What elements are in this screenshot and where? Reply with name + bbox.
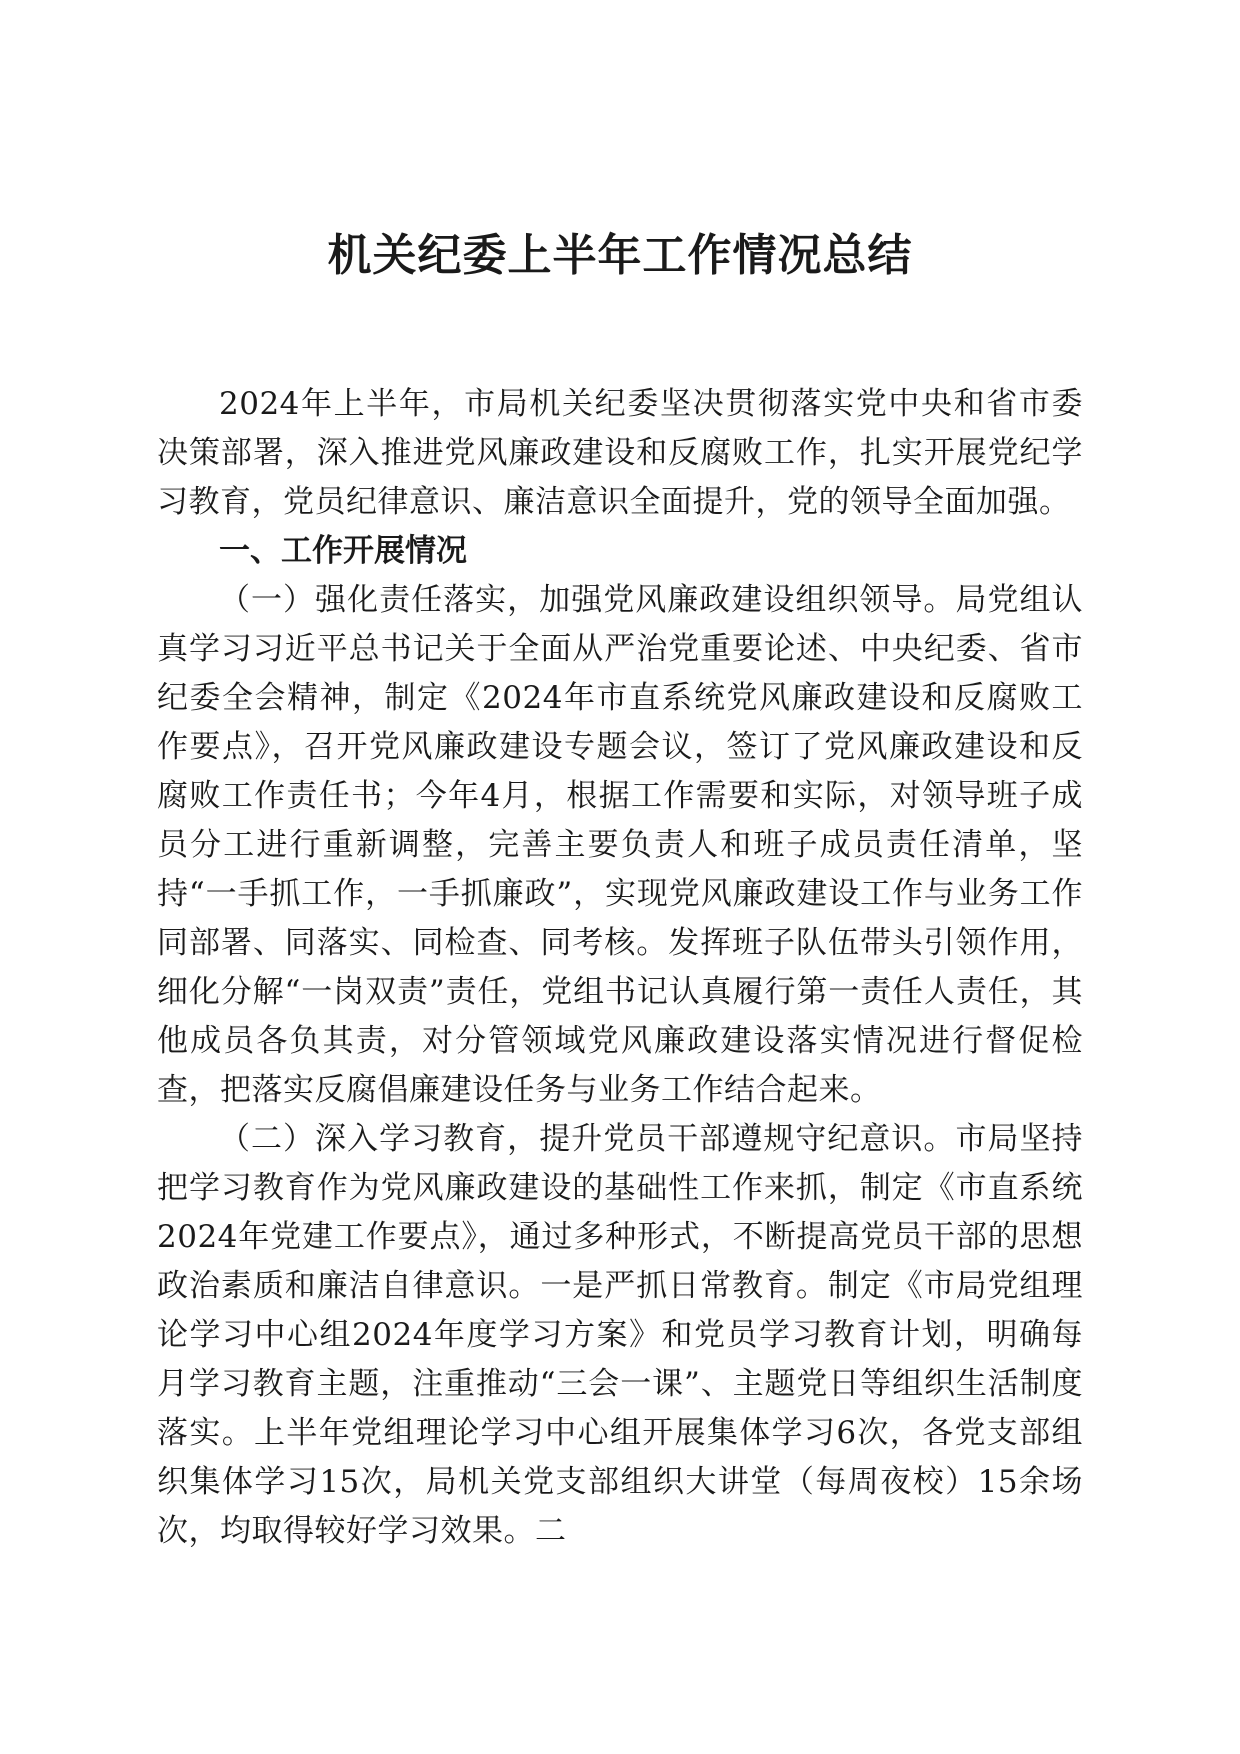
paragraph-responsibility: （一）强化责任落实，加强党风廉政建设组织领导。局党组认真学习习近平总书记关于全面从严治党重要论述、中央纪委、省市纪委全会精神，制定《2024年市直系统党风廉政建设和反腐败工作要点》，召开党风廉政建设专题会议，签订了党风廉政建设和反腐败工作责任书；今年4月，根据工作需要和实际，对领导班子成员分工进行重新调整，完善主要负责人和班子成员责任清单，坚持“一手抓工作，一手抓廉政”，实现党风廉政建设工作与业务工作同部署、同落实、同检查、同考核。发挥班子队伍带头引领作用，细化分解“一岗双责”责任，党组书记认真履行第一责任人责任，其他成员各负其责，对分管领域党风廉政建设落实情况进行督促检查，把落实反腐倡廉建设任务与业务工作结合起来。 [157, 582, 1083, 1108]
intro-paragraph: 2024年上半年，市局机关纪委坚决贯彻落实党中央和省市委决策部署，深入推进党风廉政建设和反腐败工作，扎实开展党纪学习教育，党员纪律意识、廉洁意识全面提升，党的领导全面加强。 [157, 386, 1083, 520]
section-heading: 一、工作开展情况 [219, 533, 467, 569]
document-body [157, 380, 1083, 1556]
document-title: 机关纪委上半年工作情况总结 [327, 230, 913, 281]
paragraph-education: （二）深入学习教育，提升党员干部遵规守纪意识。市局坚持把学习教育作为党风廉政建设的基础性工作来抓，制定《市直系统2024年党建工作要点》，通过多种形式，不断提高党员干部的思想政治素质和廉洁自律意识。一是严抓日常教育。制定《市局党组理论学习中心组2024年度学习方案》和党员学习教育计划，明确每月学习教育主题，注重推动“三会一课”、主题党日等组织生活制度落实。上半年党组理论学习中心组开展集体学习6次，各党支部组织集体学习15次，局机关党支部组织大讲堂（每周夜校）15余场次，均取得较好学习效果。二 [157, 1121, 1083, 1549]
